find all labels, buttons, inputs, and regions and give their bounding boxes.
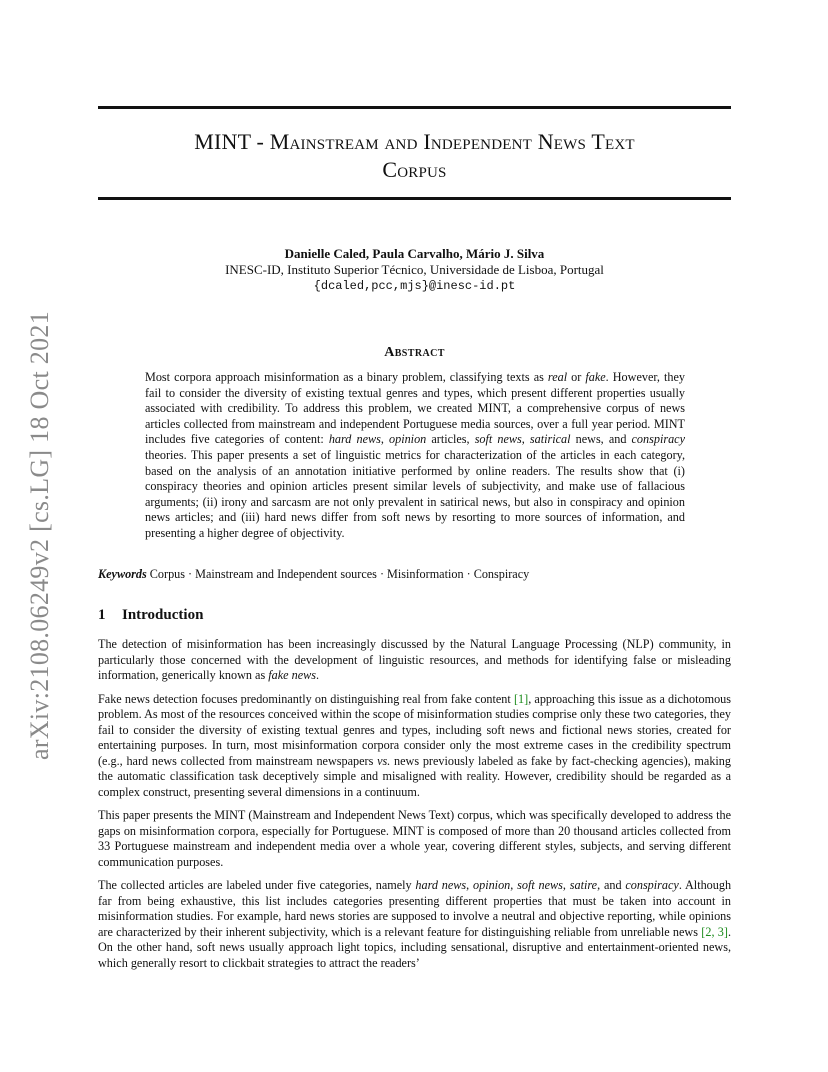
author-block (98, 246, 731, 294)
citation-link[interactable]: [2, 3] (701, 924, 728, 939)
em-opinion: opinion (473, 878, 511, 892)
author-names: Danielle Caled, Paula Carvalho, Mário J. Silva (284, 246, 545, 261)
abstract-em-conspiracy: conspiracy (631, 432, 685, 447)
abstract-part: or (567, 370, 586, 384)
paragraph (98, 692, 731, 801)
abstract-part: . However, they fail to consider the diversity of existing textual genres and types, which present different properties usually associated with credibility. To address this problem, we created MINT, a comprehensive corpus of news articles collected from mainstream and independent Portuguese media sources, over a full year period. MINT includes five categories of content: (145, 370, 685, 447)
text-run: . Although far from being exhaustive, this list includes categories presenting different properties that must be taken into account in misinformation studies. For example, hard news stories are supposed to involve a neutral and objective reporting, while opinions are characterized by their inherent subjectivity, which is a relevant feature for distinguishing reliable from unreliable news (98, 878, 732, 939)
abstract-em-opinion: opinion (389, 432, 427, 447)
abstract-em-real: real (547, 370, 568, 384)
citation-link[interactable]: [1] (513, 691, 529, 706)
text-run: The detection of misinformation has been increasingly discussed by the Natural Language Processing (NLP) community, in particularly those concerned with the development of linguistic resources, and methods for identifying false or misleading information, generically known as (98, 637, 731, 682)
title-line1-b: Mainstream and Independent News Text (269, 129, 635, 154)
keywords-line (98, 566, 731, 582)
title-line1-a: MINT - (194, 129, 270, 154)
paragraph: This paper presents the MINT (Mainstream and Independent News Text) corpus, which was specifically developed to address the gaps on misinformation corpora, especially for Portuguese. MINT is composed of more than 20 thousand articles collected from 33 Portuguese mainstream and independent media over a whole year, covering different styles, subjects, and serving different communication purposes. (98, 808, 731, 869)
text-run: , (510, 878, 518, 892)
abstract-part: theories. This paper presents a set of linguistic metrics for characterization of the articles in each category, based on the analysis of an annotation initiative performed by online readers. The results show that (i) conspiracy theories and opinion articles present similar levels of subjectivity, and make use of fallacious arguments; (ii) irony and sarcasm are not only prevalent in satirical news, but also in conspiracy and opinion news articles; and (iii) hard news differ from soft news by resorting to more sources of information, and presenting a higher degree of objectivity. (145, 447, 685, 540)
text-run: . (315, 668, 320, 682)
text-run: The collected articles are labeled under five categories, namely (98, 878, 416, 892)
em-soft-news: soft news (517, 878, 563, 892)
section-title: Introduction (122, 607, 204, 623)
em-hard-news: hard news (415, 878, 467, 892)
em-satire: satire (569, 878, 598, 892)
abstract-part: Most corpora approach misinformation as a binary problem, classifying texts as (145, 370, 548, 384)
arxiv-stamp: arXiv:2108.06249v2 [cs.LG] 18 Oct 2021 (25, 311, 54, 760)
text-run: , and (597, 878, 626, 892)
author-affiliation: INESC-ID, Instituto Superior Técnico, Universidade de Lisboa, Portugal (225, 262, 604, 277)
keywords-text: Corpus · Mainstream and Independent sources · Misinformation · Conspiracy (146, 567, 530, 581)
paper-title (98, 128, 731, 184)
abstract-part: articles, (426, 432, 475, 447)
abstract-em-fake: fake (585, 370, 606, 384)
author-emails: {dcaled,pcc,mjs}@inesc-id.pt (313, 279, 516, 293)
paragraph (98, 637, 731, 684)
body-text (98, 637, 731, 979)
section-number: 1 (98, 607, 106, 623)
em-conspiracy: conspiracy (625, 878, 679, 892)
keywords-label: Keywords (98, 567, 147, 581)
abstract-part: , (380, 432, 390, 447)
text-run: , approaching this issue as a dichotomous problem. As most of the resources conceived within the scope of misinformation studies comprise only these two categories, they fail to consider the diversity of existing textual genres and types, including soft news and fictional news stories, created for entertaining purposes. In turn, most misinformation corpora consider only the most extreme cases in the credibility spectrum (e.g., hard news collected from mainstream newspapers (98, 691, 732, 768)
text-run: , (562, 878, 570, 892)
text-run: Fake news detection focuses predominantly on distinguishing real from fake content (98, 691, 514, 706)
em-fake-news: fake news (268, 668, 316, 682)
text-run: news previously labeled as fake by fact-checking agencies), making the automatic classification task deceptively simple and misaligned with reality. However, credibility should be regarded as a complex construct, presenting several dimensions in a continuum. (98, 753, 731, 799)
abstract-heading: Abstract (384, 345, 445, 360)
title-line2: Corpus (382, 157, 447, 182)
title-rule-top (98, 106, 731, 109)
paragraph (98, 878, 731, 971)
abstract-part: news, and (570, 432, 632, 447)
abstract-text (145, 370, 685, 542)
abstract-em-hard-news: hard news (328, 432, 381, 447)
text-run: . On the other hand, soft news usually approach light topics, including sensational, disruptive and entertainment-oriented news, which generally resort to clickbait strategies to attract the readers’ (98, 924, 732, 970)
abstract-part: , (521, 432, 530, 447)
abstract-em-satirical: satirical (529, 432, 571, 447)
section-heading (98, 607, 731, 624)
title-rule-bottom (98, 197, 731, 200)
abstract-em-soft-news: soft news (474, 432, 522, 447)
text-run: , (466, 878, 474, 892)
em-vs: vs. (377, 753, 391, 768)
